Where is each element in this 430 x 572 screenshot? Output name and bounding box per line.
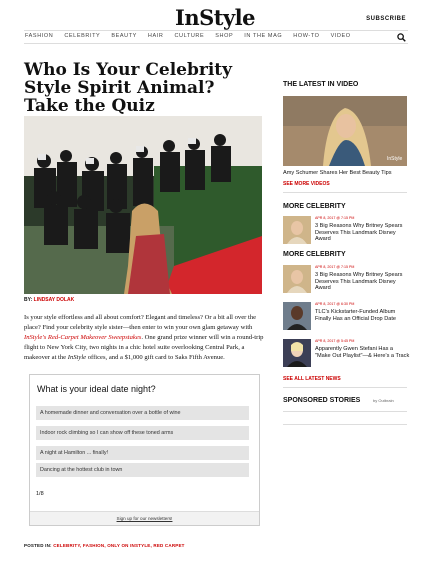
nav-beauty[interactable]: BEAUTY (111, 33, 137, 39)
quiz-option[interactable]: A homemade dinner and conversation over a bottle of wine (36, 406, 249, 420)
quiz-option[interactable]: Dancing at the hottest club in town (36, 463, 249, 477)
quiz-option[interactable]: Indoor rock climbing so I can show off these toned arms (36, 426, 249, 440)
article-thumbnail[interactable] (283, 302, 311, 330)
main-nav (24, 30, 408, 44)
article-thumbnail[interactable] (283, 216, 311, 244)
body-text-2: . One grand prize winner will win a round-trip flight to New York City, two nights in a chic hotel suite overlooking Central Park, a makeover at the (24, 334, 264, 361)
quiz-progress: 1/8 (36, 491, 44, 497)
outbrain-badge[interactable]: by Outbrain (373, 398, 394, 403)
article-link[interactable]: 3 Big Reasons Why Britney Spears Deserves This Landmark Disney Award (315, 272, 403, 291)
nav-how-to[interactable]: HOW-TO (293, 33, 320, 39)
divider (283, 424, 407, 425)
sweepstakes-link[interactable]: InStyle's Red-Carpet Makeover Sweepstakes (24, 334, 142, 341)
sponsored-stories-heading: SPONSORED STORIES (283, 397, 361, 404)
author-link[interactable]: LINDSAY DOLAK (33, 297, 75, 303)
nav-celebrity[interactable]: CELEBRITY (64, 33, 101, 39)
nav-hair[interactable]: HAIR (147, 33, 164, 39)
newsletter-signup-link[interactable]: Sign up for our newsletters! (30, 511, 259, 525)
site-logo[interactable]: InStyle (175, 5, 255, 30)
body-text-3: offices, and a $1,000 gift card to Saks Fifth Avenue. (86, 354, 225, 361)
article-date: APR 8, 2017 @ 7:15 PM (315, 216, 355, 220)
article-date: APR 8, 2017 @ 5:45 PM (315, 339, 355, 343)
article-thumbnail[interactable] (283, 339, 311, 367)
video-caption[interactable]: Amy Schumer Shares Her Best Beauty Tips (283, 170, 392, 176)
nav-shop[interactable]: SHOP (215, 33, 234, 39)
nav-in-the-mag[interactable]: IN THE MAG (244, 33, 283, 39)
video-thumbnail[interactable] (283, 96, 407, 166)
article-link[interactable]: TLC's Kickstarter-Funded Album Finally Has an Official Drop Date (315, 309, 397, 322)
divider (283, 192, 407, 193)
nav-fashion[interactable]: FASHION (25, 33, 54, 39)
article-body (24, 313, 264, 363)
more-celebrity-heading: MORE CELEBRITY (283, 203, 346, 210)
posted-in-tags[interactable]: CELEBRITY, FASHION, ONLY ON INSTYLE, RED CARPET (53, 543, 185, 548)
nav-culture[interactable]: CULTURE (174, 33, 205, 39)
body-text-1: Is your style effortless and all about comfort? Elegant and timeless? Or a bit all over the place? Find your celebrity style sister—then enter to win your own glam getaway with (24, 314, 257, 331)
more-celebrity-heading-2: MORE CELEBRITY (283, 251, 346, 258)
svg-text:InStyle: InStyle (387, 156, 403, 162)
article-date: APR 8, 2017 @ 7:15 PM (315, 265, 355, 269)
article-link[interactable]: Apparently Gwen Stefani Has a "Make Out Playlist"—& Here's a Track (315, 346, 410, 359)
posted-in (24, 543, 185, 548)
nav-video[interactable]: VIDEO (330, 33, 351, 39)
see-all-latest-news-link[interactable]: SEE ALL LATEST NEWS (283, 376, 341, 382)
latest-video-heading: THE LATEST IN VIDEO (283, 81, 359, 88)
subscribe-link[interactable]: SUBSCRIBE (366, 16, 406, 22)
divider (283, 411, 407, 412)
hero-image (24, 116, 262, 294)
body-text-em: InStyle (67, 354, 87, 361)
divider (283, 387, 407, 388)
byline (24, 297, 74, 303)
article-date: APR 8, 2017 @ 6:30 PM (315, 302, 355, 306)
article-thumbnail[interactable] (283, 265, 311, 293)
quiz-question: What is your ideal date night? (37, 384, 156, 394)
see-more-videos-link[interactable]: SEE MORE VIDEOS (283, 181, 330, 187)
search-icon[interactable] (397, 33, 406, 42)
quiz-option[interactable]: A night at Hamilton ... finally! (36, 446, 249, 460)
posted-in-label: POSTED IN: (24, 543, 52, 548)
article-title: Who Is Your Celebrity Style Spirit Animal? Take the Quiz (24, 60, 233, 116)
article-link[interactable]: 3 Big Reasons Why Britney Spears Deserves This Landmark Disney Award (315, 223, 403, 242)
quiz-widget (29, 374, 260, 526)
byline-prefix: BY: (24, 297, 33, 303)
